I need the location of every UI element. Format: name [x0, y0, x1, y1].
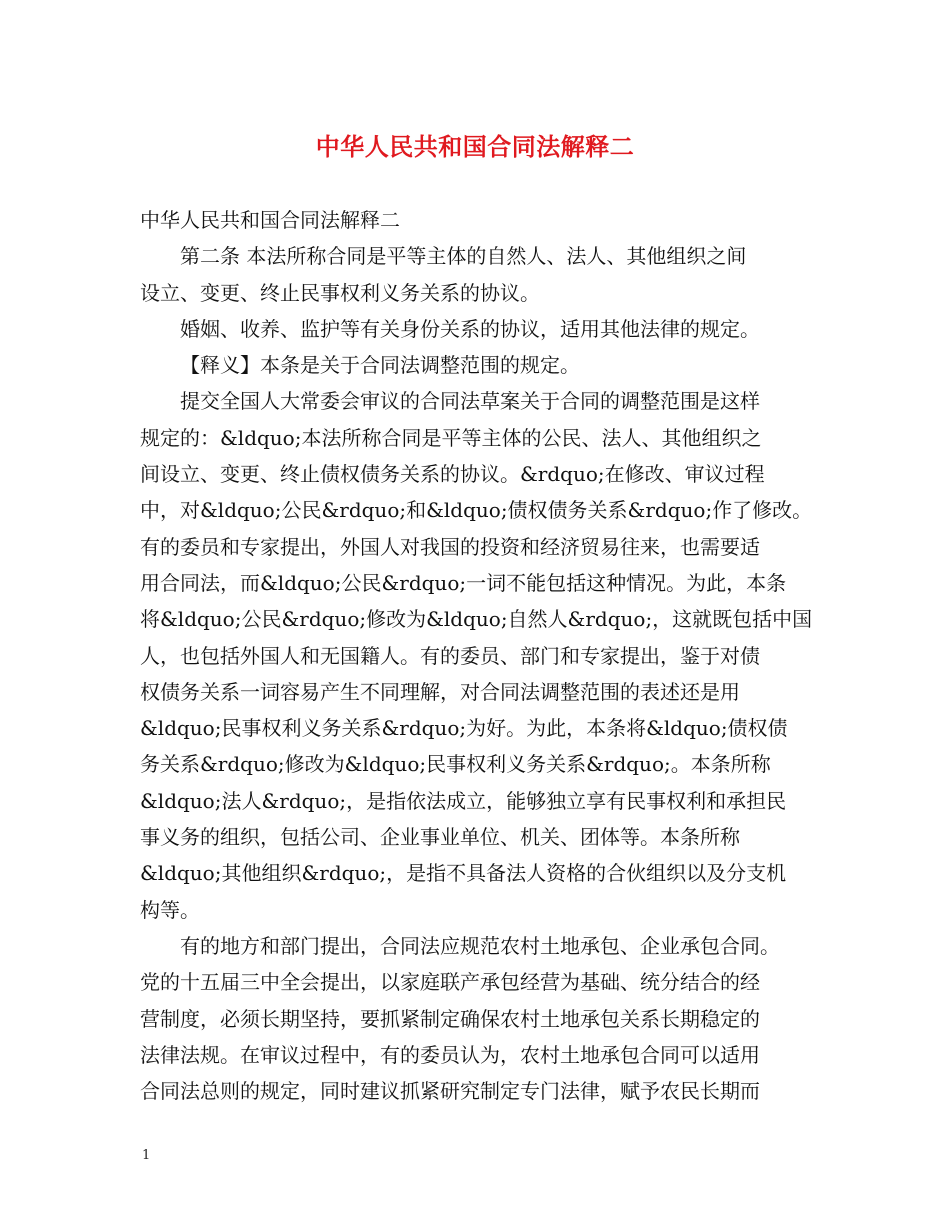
- body-line: 将&ldquo;公民&rdquo;修改为&ldquo;自然人&rdquo;，这就既包括中国: [140, 607, 813, 632]
- body-line: 间设立、变更、终止债权债务关系的协议。&rdquo;在修改、审议过程: [140, 462, 765, 487]
- body-line: &ldquo;法人&rdquo;，是指依法成立，能够独立享有民事权利和承担民: [140, 788, 787, 813]
- body-line: 人，也包括外国人和无国籍人。有的委员、部门和专家提出，鉴于对债: [140, 643, 760, 668]
- body-line: &ldquo;民事权利义务关系&rdquo;为好。为此，本条将&ldquo;债权债: [140, 716, 788, 741]
- body-line: 务关系&rdquo;修改为&ldquo;民事权利义务关系&rdquo;。本条所称: [140, 752, 771, 777]
- body-line: &ldquo;其他组织&rdquo;，是指不具备法人资格的合伙组织以及分支机: [140, 861, 787, 886]
- body-line: 党的十五届三中全会提出，以家庭联产承包经营为基础、统分结合的经: [140, 970, 760, 995]
- body-line: 中华人民共和国合同法解释二: [140, 208, 400, 232]
- body-line: 【释义】本条是关于合同法调整范围的规定。: [180, 353, 580, 378]
- body-line: 婚姻、收养、监护等有关身份关系的协议，适用其他法律的规定。: [180, 316, 760, 341]
- body-line: 事义务的组织，包括公司、企业事业单位、机关、团体等。本条所称: [140, 825, 740, 850]
- body-line: 设立、变更、终止民事权利义务关系的协议。: [140, 280, 540, 305]
- body-line: 提交全国人大常委会审议的合同法草案关于合同的调整范围是这样: [180, 389, 760, 414]
- body-line: 用合同法，而&ldquo;公民&rdquo;一词不能包括这种情况。为此，本条: [140, 570, 787, 595]
- document-body: [140, 202, 820, 1109]
- body-line: 规定的：&ldquo;本法所称合同是平等主体的公民、法人、其他组织之: [140, 425, 762, 450]
- body-line: 合同法总则的规定，同时建议抓紧研究制定专门法律，赋予农民长期而: [140, 1079, 760, 1104]
- body-line: 第二条 本法所称合同是平等主体的自然人、法人、其他组织之间: [180, 244, 747, 269]
- body-line: 构等。: [140, 897, 200, 922]
- body-line: 法律法规。在审议过程中，有的委员认为，农村土地承包合同可以适用: [140, 1042, 760, 1067]
- document-title: 中华人民共和国合同法解释二: [315, 133, 635, 161]
- page-number: 1: [142, 1148, 151, 1163]
- body-line: 营制度，必须长期坚持，要抓紧制定确保农村土地承包关系长期稳定的: [140, 1006, 760, 1031]
- body-line: 有的地方和部门提出，合同法应规范农村土地承包、企业承包合同。: [180, 933, 780, 958]
- body-line: 中，对&ldquo;公民&rdquo;和&ldquo;债权债务关系&rdquo;作了修改。: [140, 498, 813, 523]
- body-line: 有的委员和专家提出，外国人对我国的投资和经济贸易往来，也需要适: [140, 534, 760, 559]
- body-line: 权债务关系一词容易产生不同理解，对合同法调整范围的表述还是用: [140, 679, 740, 704]
